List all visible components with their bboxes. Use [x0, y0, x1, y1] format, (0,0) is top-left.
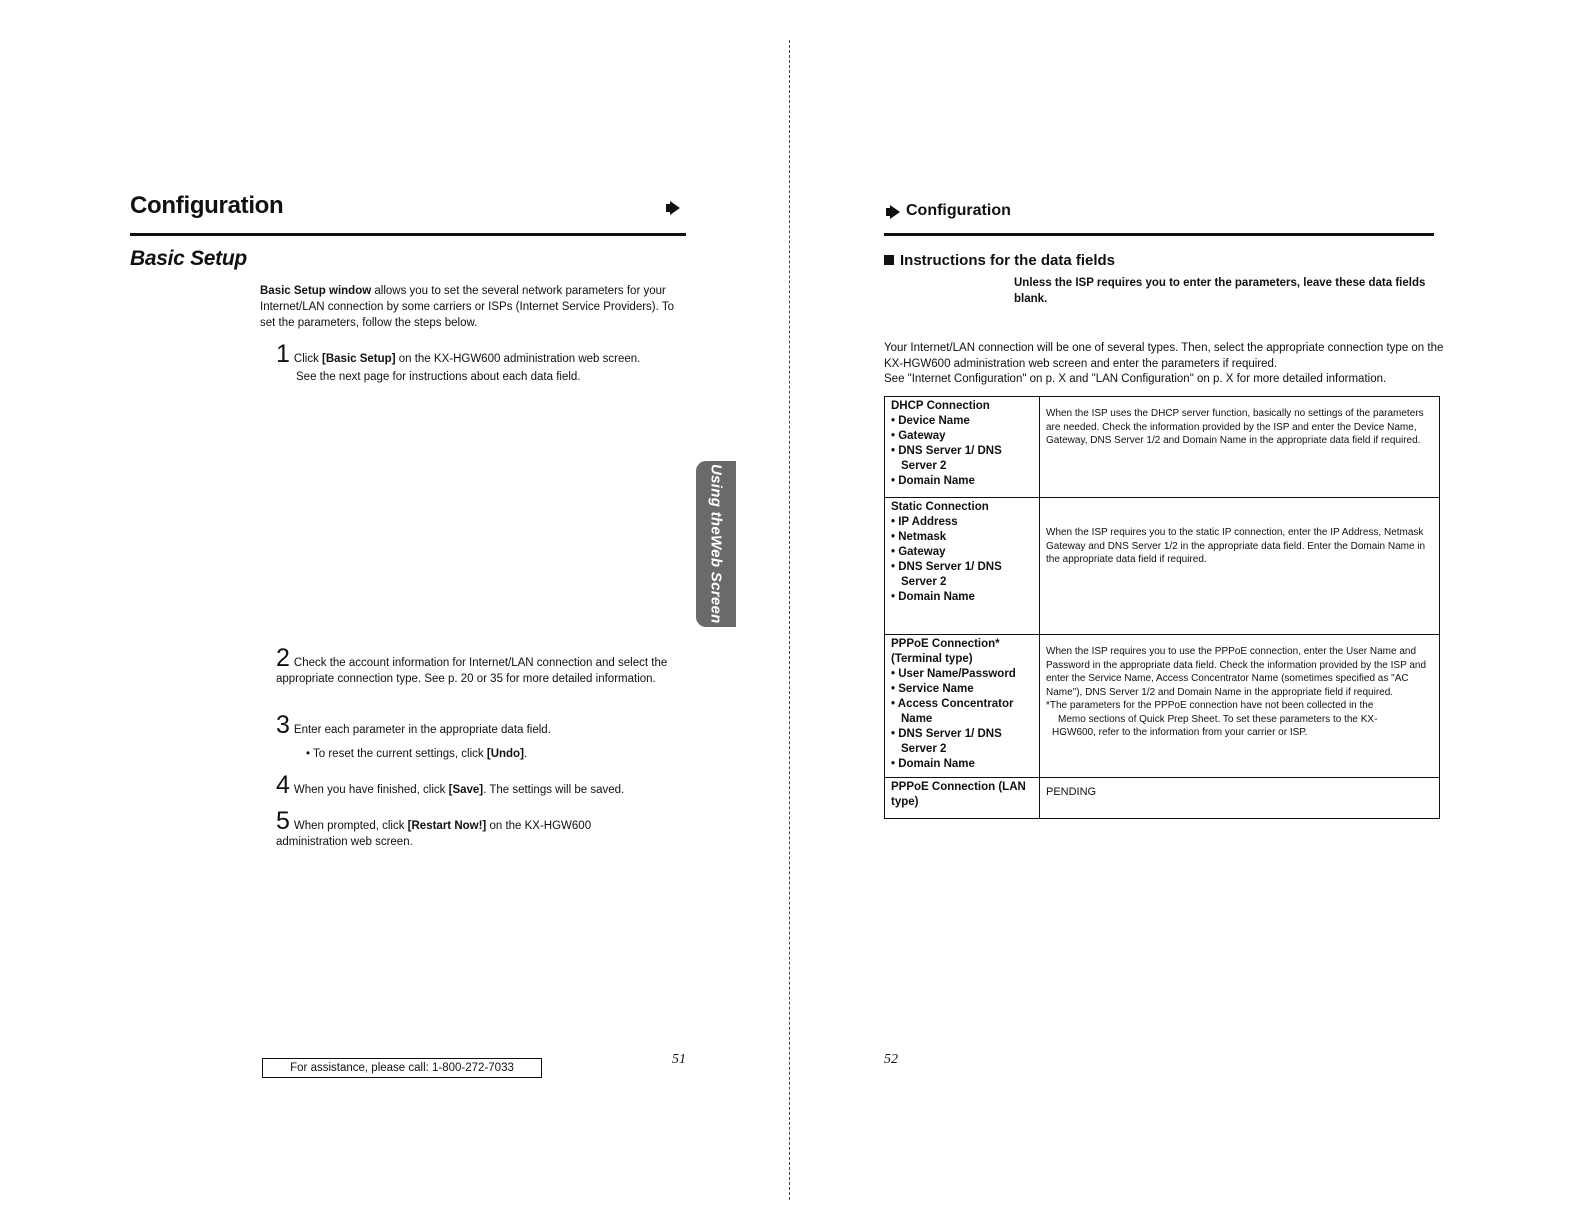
step-number: 5	[276, 807, 290, 835]
row-description: When the ISP requires you to use the PPPoE connection, enter the User Name and Password in the appropriate data field. Check the information provided by the ISP and enter the Service Name, Access Concentrator Name (sometimes specified as "AC Name"), DNS Server 1/2 and Domain Name in the appropriate field if required. *The parameters for the PPPoE connection have not been collected in the Memo sections of Quick Prep Sheet. To set these parameters to the KX- HGW600, refer to the information from your carrier or ISP.	[1040, 635, 1440, 778]
table-row	[885, 778, 1440, 819]
intro-bold: Basic Setup window	[260, 285, 372, 297]
row-label: PPPoE Connection (LAN type)	[885, 778, 1040, 819]
page-number: 51	[672, 1052, 686, 1067]
square-bullet-icon	[884, 255, 894, 265]
title-rule	[884, 233, 1434, 236]
step-1: 1 Click [Basic Setup] on the KX-HGW600 administration web screen. See the next page for instructions about each data field.	[276, 340, 641, 383]
table-row	[885, 498, 1440, 635]
connection-paragraph: Your Internet/LAN connection will be one of several types. Then, select the appropriate connection type on the KX-HGW600 administration web screen and enter the parameters if required. See "Internet Configuration" on p. X and "LAN Configuration" on p. X for more detailed information.	[884, 342, 1444, 385]
row-description: PENDING	[1040, 778, 1440, 819]
table-row	[885, 635, 1440, 778]
data-fields-table	[884, 396, 1440, 819]
side-tab-line1: Using the	[707, 464, 725, 536]
step-3: 3 Enter each parameter in the appropriate data field.	[276, 711, 551, 739]
side-tab	[696, 461, 736, 627]
undo-bullet: • To reset the current settings, click [Undo].	[306, 748, 528, 760]
page-title: Configuration	[906, 202, 1011, 219]
step-2: 2 Check the account information for Internet/LAN connection and select the appropriate connection type. See p. 20 or 35 for more detailed information.	[276, 644, 668, 685]
right-page	[790, 0, 1584, 1224]
intro-text: allows you to set the several network parameters for your Internet/LAN connection by some carriers or ISPs (Internet Service Providers). To set the parameters, follow the steps below.	[260, 285, 674, 329]
step-4: 4 When you have finished, click [Save]. The settings will be saved.	[276, 771, 625, 799]
section-heading: Instructions for the data fields	[884, 252, 1115, 269]
row-label: PPPoE Connection* (Terminal type) • User Name/Password • Service Name • Access Concentrator Name • DNS Server 1/ DNS Server 2 • Domain Name	[885, 635, 1040, 778]
title-rule	[130, 233, 686, 236]
arrow-right-icon	[666, 201, 680, 215]
step-number: 1	[276, 340, 290, 368]
basic-setup-button-ref: [Basic Setup]	[322, 353, 396, 365]
page-title: Configuration	[130, 192, 284, 219]
page-number: 52	[884, 1052, 898, 1067]
restart-now-button-ref: [Restart Now!]	[407, 820, 487, 832]
assistance-box: For assistance, please call: 1-800-272-7033	[262, 1058, 542, 1078]
undo-button-ref: [Undo]	[486, 748, 524, 760]
arrow-right-icon	[886, 205, 900, 219]
step-number: 3	[276, 711, 290, 739]
pppoe-footnote: *The parameters for the PPPoE connection have not been collected in the	[1046, 700, 1374, 711]
section-subtitle: Basic Setup	[130, 247, 247, 270]
left-page	[0, 0, 790, 1224]
row-label: Static Connection • IP Address • Netmask • Gateway • DNS Server 1/ DNS Server 2 • Domain Name	[885, 498, 1040, 635]
step-5: 5 When prompted, click [Restart Now!] on the KX-HGW600 administration web screen.	[276, 807, 592, 848]
save-button-ref: [Save]	[448, 784, 484, 796]
step-number: 4	[276, 771, 290, 799]
step-number: 2	[276, 644, 290, 672]
row-description: When the ISP requires you to the static IP connection, enter the IP Address, Netmask Gateway and DNS Server 1/2 in the appropriate data field. Enter the Domain Name in the appropriate data field if required.	[1040, 498, 1440, 635]
row-description: When the ISP uses the DHCP server function, basically no settings of the parameters are needed. Check the information provided by the ISP and enter the Device Name, Gateway, DNS Server 1/2 and Domain Name in the appropriate data field if required.	[1040, 397, 1440, 498]
table-row	[885, 397, 1440, 498]
side-tab-line2: Web Screen	[707, 535, 725, 624]
warning-note: Unless the ISP requires you to enter the parameters, leave these data fields blank.	[1014, 277, 1426, 305]
step-1-note: See the next page for instructions about each data field.	[296, 371, 581, 383]
intro-paragraph	[260, 283, 680, 331]
row-label: DHCP Connection • Device Name • Gateway • DNS Server 1/ DNS Server 2 • Domain Name	[885, 397, 1040, 498]
